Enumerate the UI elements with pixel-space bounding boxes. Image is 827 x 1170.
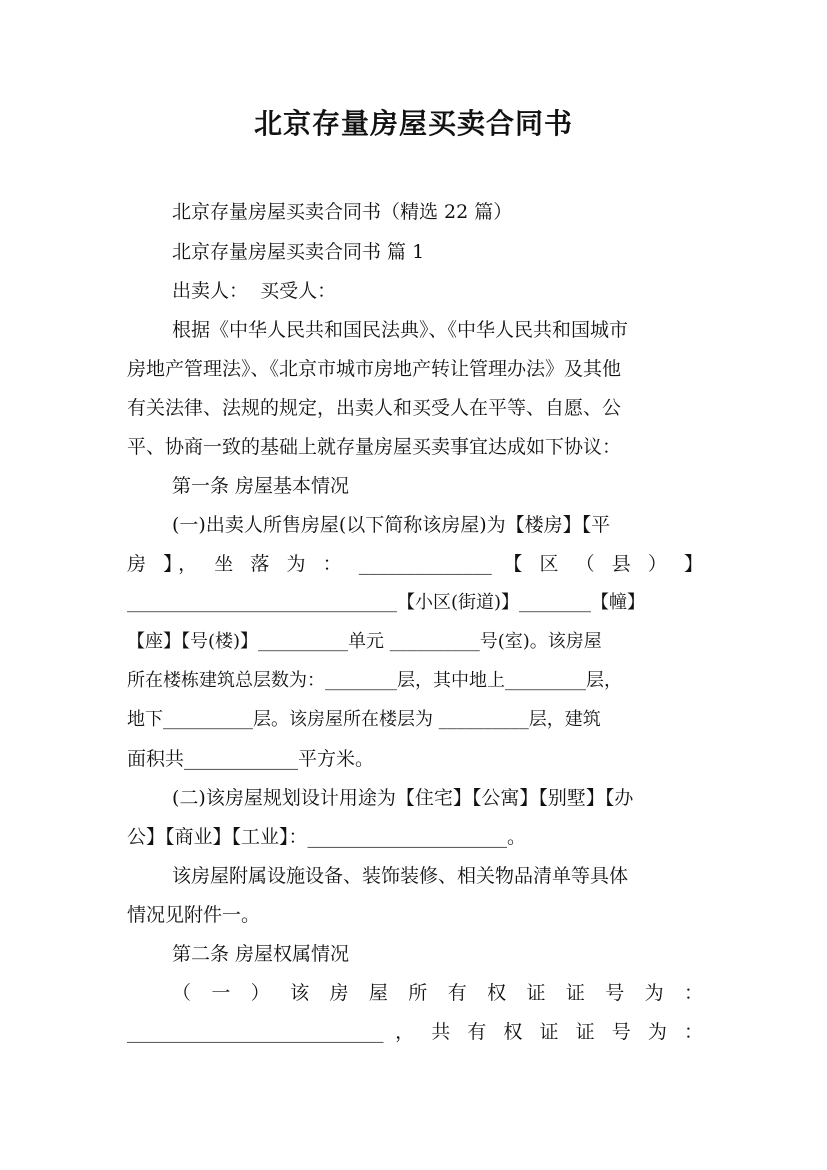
paragraph-line: 房地产管理法》、《北京市城市房地产转让管理办法》及其他	[127, 358, 622, 380]
paragraph-line: (一)出卖人所售房屋(以下简称该房屋)为【楼房】【平	[172, 514, 611, 536]
paragraph-line: 面积共____________平方米。	[127, 748, 375, 770]
paragraph-line: ______________________________【小区(街道)】________【幢】	[127, 592, 646, 613]
paragraph-line: 房 】， 坐 落 为 ： ______________ 【 区 （ 县 ） 】	[127, 553, 703, 575]
paragraph-line: 平、协商一致的基础上就存量房屋买卖事宜达成如下协议：	[127, 436, 622, 458]
paragraph-line: 【座】【号(楼)】__________单元 __________号(室)。该房屋	[127, 631, 602, 652]
paragraph-line: 公】【商业】【工业】：_____________________。	[127, 826, 527, 848]
subtitle-part: 北京存量房屋买卖合同书 篇 1	[172, 241, 425, 263]
paragraph-line: 情况见附件一。	[127, 904, 261, 926]
document-title: 北京存量房屋买卖合同书	[253, 107, 573, 140]
paragraph-line: 地下__________层。该房屋所在楼层为 __________层，建筑	[127, 709, 601, 730]
paragraph-line: 所在楼栋建筑总层数为：________层，其中地上_________层，	[127, 670, 622, 691]
paragraph-line: ___________________________ ， 共 有 权 证 证 号 为 ：	[127, 1021, 703, 1043]
paragraph-line: 根据《中华人民共和国民法典》、《中华人民共和国城市	[172, 319, 629, 341]
paragraph-line: (二)该房屋规划设计用途为【住宅】【公寓】【别墅】【办	[172, 787, 634, 809]
paragraph-line: 该房屋附属设施设备、装饰装修、相关物品清单等具体	[172, 865, 629, 887]
paragraph-line: 有关法律、法规的规定，出卖人和买受人在平等、自愿、公	[127, 397, 622, 419]
parties-line: 出卖人： 买受人：	[172, 280, 337, 302]
subtitle-collection: 北京存量房屋买卖合同书（精选 22 篇）	[172, 201, 513, 223]
section-heading: 第一条 房屋基本情况	[172, 475, 350, 497]
paragraph-line: （ 一 ） 该 房 屋 所 有 权 证 证 号 为 ：	[172, 982, 703, 1004]
section-heading: 第二条 房屋权属情况	[172, 943, 350, 965]
